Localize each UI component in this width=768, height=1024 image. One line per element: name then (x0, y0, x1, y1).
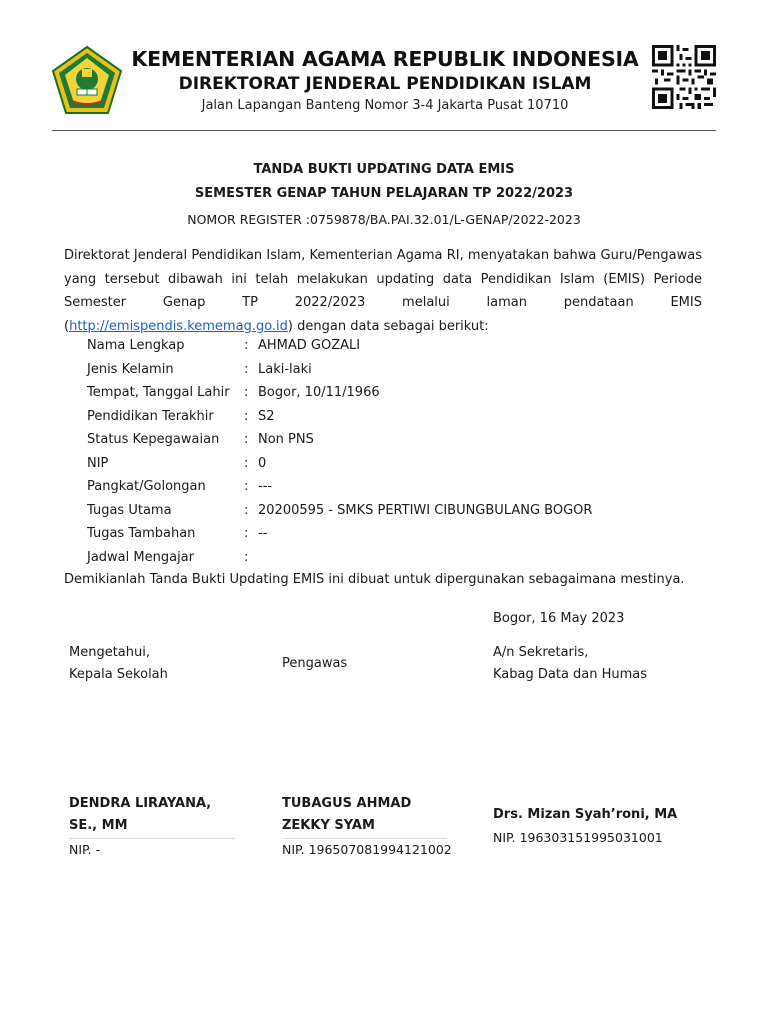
secretary-role-line1: A/n Sekretaris, (493, 645, 589, 660)
document-semester: SEMESTER GENAP TAHUN PELAJARAN TP 2022/2023 (194, 186, 574, 201)
field-label: Tugas Tambahan (87, 526, 196, 541)
field-pangkat-golongan (87, 475, 707, 499)
field-label: Tempat, Tanggal Lahir (87, 385, 230, 400)
field-value: 20200595 - SMKS PERTIWI CIBUNGBULANG BOGOR (258, 502, 593, 518)
intro-text: Direktorat Jenderal Pendidikan Islam, Kementerian Agama RI, menyatakan bahwa Guru/Pengawas yang tersebut dibawah ini telah melakukan updating data Pendidikan Islam (EMIS) Periode Semester Genap TP 2022/2023 melalui laman pendataan EMIS ( (64, 248, 702, 334)
field-value: 0 (258, 455, 267, 471)
field-value: S2 (258, 408, 275, 424)
field-jenis-kelamin (87, 358, 707, 382)
field-colon: : (244, 408, 249, 424)
principal-role-line1: Mengetahui, (69, 645, 150, 660)
supervisor-signature-divider (282, 838, 447, 839)
secretary-role (493, 642, 693, 686)
supervisor-name: TUBAGUS AHMAD ZEKKY SYAM (282, 796, 412, 833)
field-label: Status Kepegawaian (87, 432, 220, 447)
field-colon: : (244, 385, 249, 400)
field-colon: : (244, 479, 249, 494)
field-colon: : (244, 361, 249, 377)
principal-signature-divider (69, 838, 235, 839)
teacher-data-list (87, 334, 707, 569)
field-value: --- (258, 479, 273, 494)
field-status-kepegawaian (87, 428, 707, 452)
secretary-nip: NIP. 196303151995031001 (493, 830, 663, 845)
secretary-role-line2: Kabag Data dan Humas (493, 667, 648, 682)
field-label: Pangkat/Golongan (87, 479, 206, 494)
document-title: TANDA BUKTI UPDATING DATA EMIS (253, 162, 515, 177)
field-value: -- (258, 526, 268, 541)
field-colon: : (244, 549, 249, 565)
field-label: Jadwal Mengajar (87, 549, 194, 565)
header-divider (52, 130, 716, 131)
principal-role-line2: Kepala Sekolah (69, 667, 168, 682)
field-colon: : (244, 338, 249, 353)
field-value: Laki-laki (258, 361, 312, 377)
field-label: Jenis Kelamin (87, 361, 174, 377)
field-colon: : (244, 432, 249, 447)
field-tempat-tanggal-lahir (87, 381, 707, 405)
field-value: AHMAD GOZALI (258, 338, 361, 353)
principal-name: DENDRA LIRAYANA, SE., MM (69, 796, 212, 833)
field-value: Non PNS (258, 432, 314, 447)
field-colon: : (244, 526, 249, 541)
supervisor-nip: NIP. 196507081994121002 (282, 842, 452, 857)
field-colon: : (244, 502, 249, 518)
kemenag-emblem-icon (50, 45, 124, 117)
field-label: Nama Lengkap (87, 338, 185, 353)
principal-role (69, 642, 235, 686)
field-colon: : (244, 455, 249, 471)
field-tugas-utama (87, 499, 707, 523)
directorate-title: DIREKTORAT JENDERAL PENDIDIKAN ISLAM (178, 74, 592, 94)
emis-link[interactable]: http://emispendis.kememag.go.id (69, 318, 288, 334)
signature-date: Bogor, 16 May 2023 (493, 611, 625, 626)
closing-statement: Demikianlah Tanda Bukti Updating EMIS ini dibuat untuk dipergunakan sebagaimana mestinya. (64, 572, 685, 587)
secretary-name: Drs. Mizan Syah’roni, MA (493, 807, 678, 822)
field-label: Tugas Utama (87, 502, 172, 518)
field-pendidikan-terakhir (87, 405, 707, 429)
qr-code-icon (652, 45, 716, 109)
ministry-title: KEMENTERIAN AGAMA REPUBLIK INDONESIA (131, 47, 639, 71)
field-label: Pendidikan Terakhir (87, 408, 214, 424)
intro-paragraph (64, 244, 702, 338)
intro-text-end: ) dengan data sebagai berikut: (287, 318, 489, 334)
field-nama-lengkap (87, 334, 707, 358)
field-jadwal-mengajar (87, 546, 707, 570)
field-label: NIP (87, 455, 109, 471)
field-nip (87, 452, 707, 476)
register-number: NOMOR REGISTER :0759878/BA.PAI.32.01/L-GENAP/2022-2023 (187, 212, 581, 227)
principal-nip: NIP. - (69, 842, 101, 857)
field-tugas-tambahan (87, 522, 707, 546)
address: Jalan Lapangan Banteng Nomor 3-4 Jakarta Pusat 10710 (201, 98, 569, 113)
supervisor-role: Pengawas (282, 656, 348, 671)
field-value: Bogor, 10/11/1966 (258, 385, 380, 400)
